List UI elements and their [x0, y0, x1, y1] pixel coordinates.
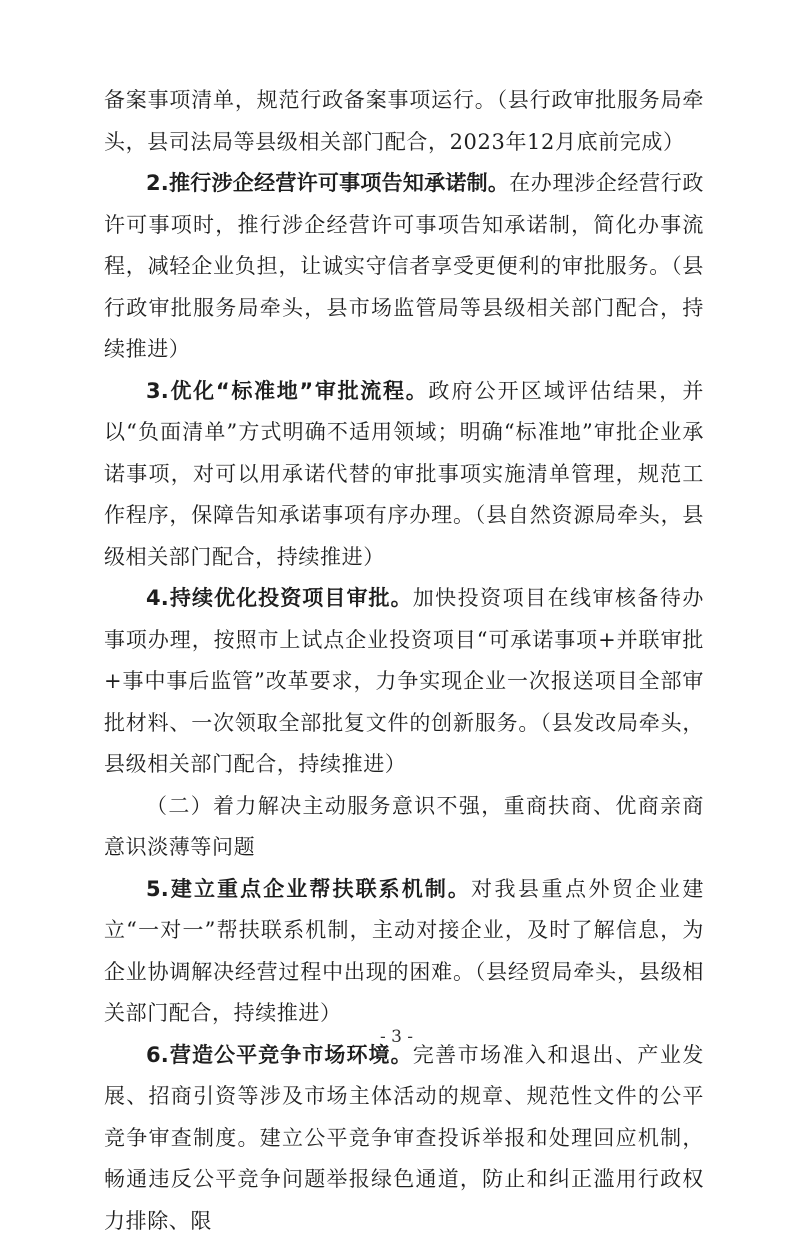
paragraph-item-2 [104, 163, 704, 371]
paragraph-item-4 [104, 578, 704, 786]
paragraph-text: 在办理涉企经营行政许可事项时，推行涉企经营许可事项告知承诺制，简化办事流程，减轻企业负担，让诚实守信者享受更便利的审批服务。（县行政审批服务局牵头，县市场监管局等县级相关部门配合，持续推进） [104, 171, 704, 361]
section-heading-text: （二）着力解决主动服务意识不强，重商扶商、优商亲商意识淡薄等问题 [104, 794, 704, 860]
paragraph-continuation [104, 80, 704, 163]
section-heading [104, 786, 704, 869]
paragraph-item-5 [104, 869, 704, 1035]
paragraph-text: 备案事项清单，规范行政备案事项运行。（县行政审批服务局牵头，县司法局等县级相关部门配合，2023年12月底前完成） [104, 88, 704, 154]
item-heading: 5.建立重点企业帮扶联系机制。 [146, 877, 471, 901]
item-heading: 4.持续优化投资项目审批。 [146, 586, 413, 610]
paragraph-text: 完善市场准入和退出、产业发展、招商引资等涉及市场主体活动的规章、规范性文件的公平竞争审查制度。建立公平竞争审查投诉举报和处理回应机制，畅通违反公平竞争问题举报绿色通道，防止和纠正滥用行政权力排除、限 [104, 1043, 704, 1233]
paragraph-item-3 [104, 371, 704, 579]
document-body [104, 80, 704, 1242]
page-number: - 3 - [0, 1027, 793, 1047]
paragraph-text: 对我县重点外贸企业建立“一对一”帮扶联系机制，主动对接企业，及时了解信息，为企业协调解决经营过程中出现的困难。（县经贸局牵头，县级相关部门配合，持续推进） [104, 877, 704, 1026]
item-heading: 3.优化“标准地”审批流程。 [146, 379, 428, 403]
item-heading: 6.营造公平竞争市场环境。 [146, 1043, 413, 1067]
paragraph-text: 政府公开区域评估结果，并以“负面清单”方式明确不适用领域；明确“标准地”审批企业承诺事项，对可以用承诺代替的审批事项实施清单管理，规范工作程序，保障告知承诺事项有序办理。（县自然资源局牵头，县级相关部门配合，持续推进） [104, 379, 704, 569]
item-heading: 2.推行涉企经营许可事项告知承诺制。 [146, 171, 509, 195]
paragraph-item-6 [104, 1035, 704, 1242]
paragraph-text: 加快投资项目在线审核备待办事项办理，按照市上试点企业投资项目“可承诺事项+并联审批+事中事后监管”改革要求，力争实现企业一次报送项目全部审批材料、一次领取全部批复文件的创新服务。（县发改局牵头，县级相关部门配合，持续推进） [104, 586, 704, 776]
